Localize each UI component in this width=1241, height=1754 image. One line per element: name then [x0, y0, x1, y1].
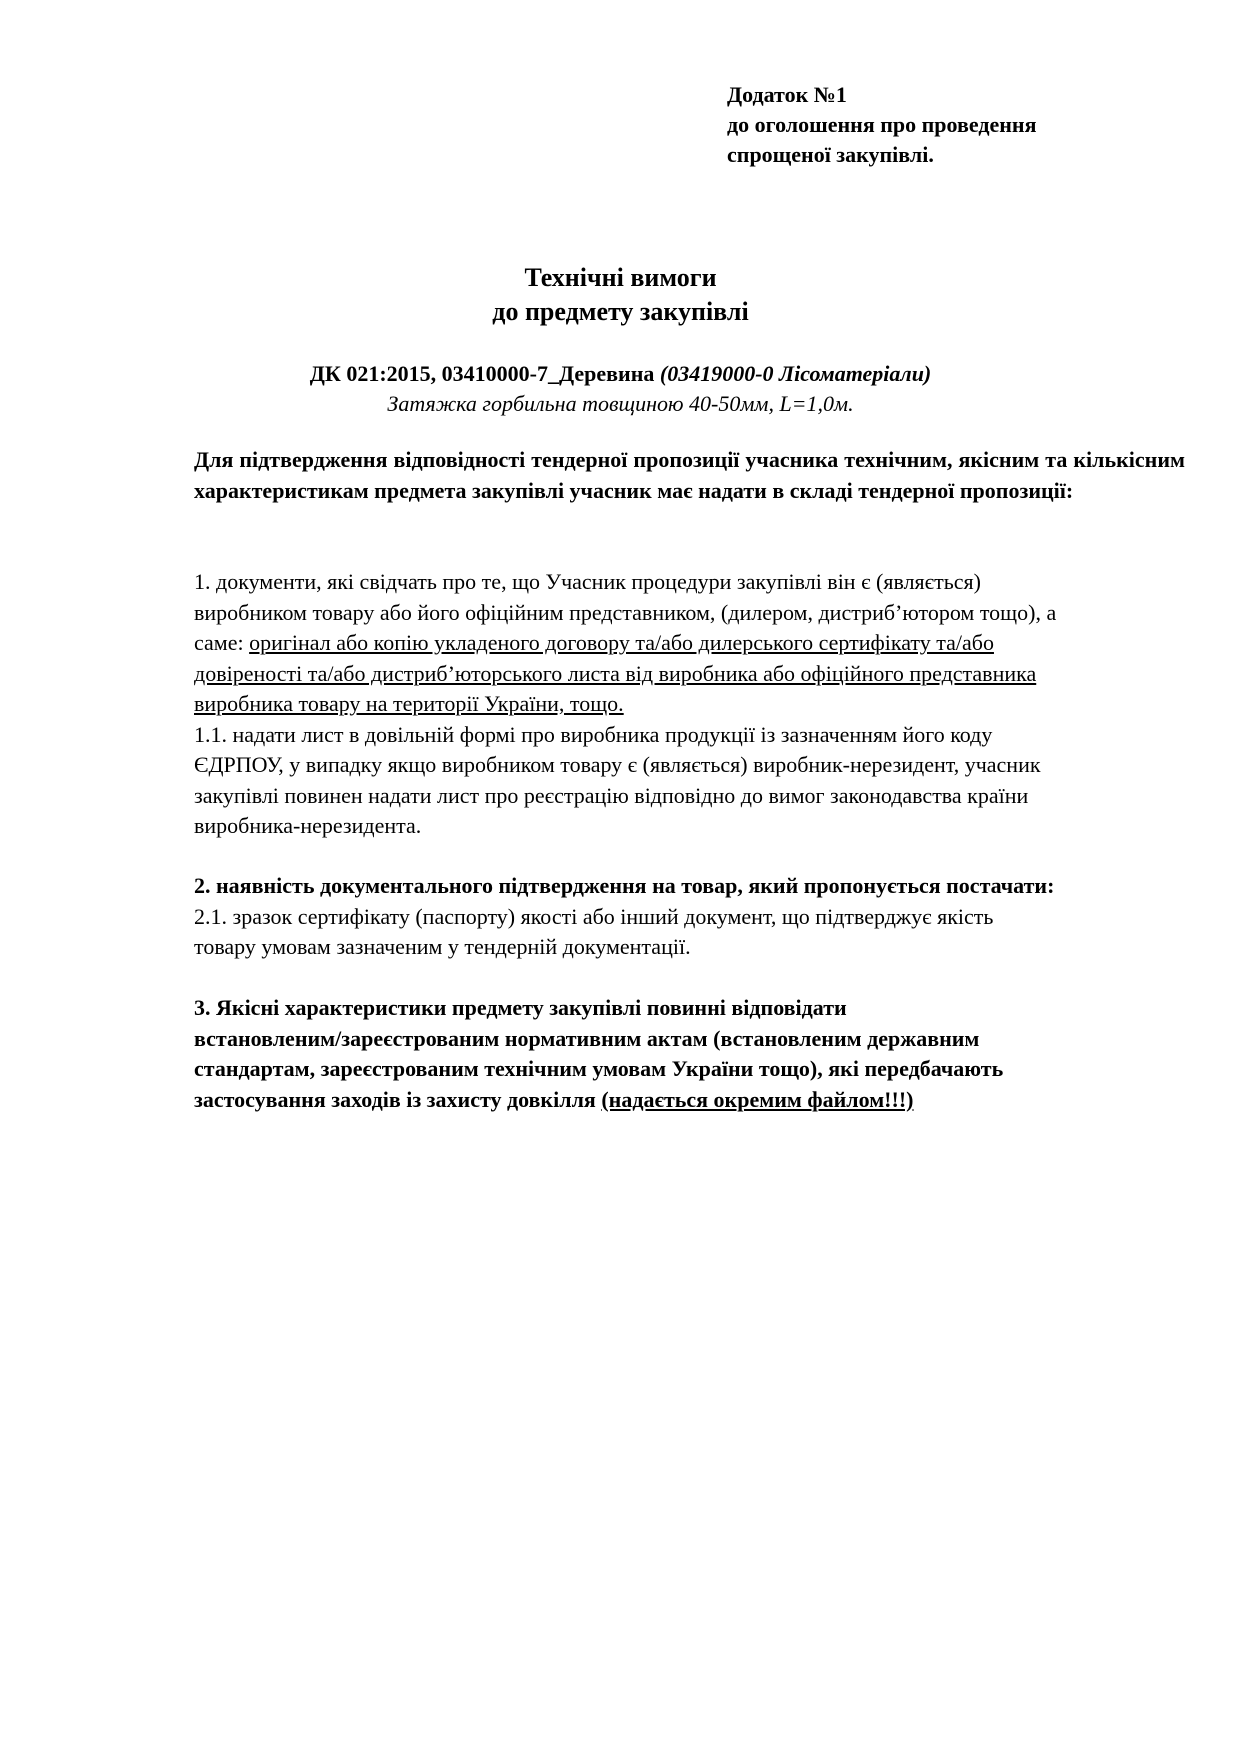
section-3-line-4	[194, 1085, 1185, 1116]
section-1-line-5-underlined: виробника товару на території України, тощо.	[194, 691, 624, 716]
section-1-1-line-2: ЄДРПОУ, у випадку якщо виробником товару є (являється) виробник-нерезидент, учасник	[194, 752, 1041, 777]
section-1-line-3-underlined: оригінал або копію укладеного договору та/або дилерського сертифікату та/або	[249, 630, 994, 655]
section-3-line-2: встановленим/зареєстрованим нормативним актам (встановленим державним	[194, 1025, 980, 1051]
section-1-line-2: виробником товару або його офіційним представником, (дилером, дистриб’ютором тощо), а	[194, 599, 1057, 625]
separate-file-note: (надається окремим файлом!!!)	[601, 1086, 914, 1112]
section-1-line-5	[194, 689, 1185, 720]
annex-number: Додаток №1	[727, 82, 847, 107]
section-3-line-3: стандартам, зареєстрованим технічним умовам України тощо), які передбачають	[194, 1056, 1004, 1081]
classification-code	[0, 359, 1241, 389]
section-1-line-3-plain: саме:	[194, 630, 250, 655]
document-title	[0, 261, 1241, 329]
section-1	[194, 567, 1185, 842]
annex-line-2: до оголошення про проведення	[727, 112, 1037, 137]
classification-code-main: ДК 021:2015, 03410000-7_Деревина	[309, 361, 660, 386]
section-3-line-4-plain: застосування заходів із захисту довкілля	[194, 1086, 602, 1112]
section-2	[194, 871, 1185, 963]
classification-code-sub: (03419000-0 Лісоматеріали)	[659, 361, 932, 386]
section-3	[194, 993, 1185, 1115]
section-1-line-1: 1. документи, які свідчать про те, що Учасник процедури закупівлі він є (являється)	[194, 569, 981, 594]
section-2-heading: 2. наявність документального підтвердження на товар, який пропонується постачати:	[194, 873, 1055, 898]
intro-paragraph: Для підтвердження відповідності тендерної пропозиції учасника технічним, якісним та кількісним характеристикам предмета закупівлі учасник має надати в складі тендерної пропозиції:	[194, 447, 1185, 503]
annex-line-3: спрощеної закупівлі.	[727, 142, 934, 167]
title-line-1: Технічні вимоги	[524, 263, 717, 292]
section-1-1-line-3: закупівлі повинен надати лист про реєстрацію відповідно до вимог законодавства країни	[194, 782, 1029, 808]
section-3-line-1: 3. Якісні характеристики предмету закупівлі повинні відповідати	[194, 995, 847, 1020]
annex-header	[727, 80, 1037, 170]
classification-block	[0, 359, 1241, 419]
section-2-1-line-2: товару умовам зазначеним у тендерній документації.	[194, 934, 691, 959]
section-1-line-4: довіреності та/або дистриб’юторського листа від виробника або офіційного представника	[194, 660, 1037, 686]
section-1-line-3	[194, 628, 1185, 659]
title-line-2: до предмету закупівлі	[492, 297, 749, 326]
section-1-1-line-4: виробника-нерезидента.	[194, 813, 422, 838]
section-1-1-line-1: 1.1. надати лист в довільній формі про виробника продукції із зазначенням його коду	[194, 721, 993, 747]
section-2-1-line-1: 2.1. зразок сертифікату (паспорту) якості або інший документ, що підтверджує якість	[194, 903, 994, 929]
item-description: Затяжка горбильна товщиною 40-50мм, L=1,0м.	[387, 391, 854, 416]
